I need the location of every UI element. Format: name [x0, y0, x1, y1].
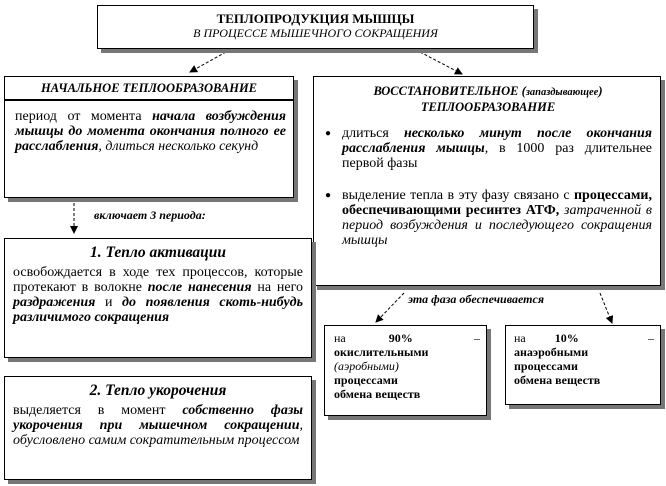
arrow-title-to-recovery	[420, 52, 462, 74]
anaerobic-dash: –	[648, 331, 654, 345]
oxidative-line4: обмена веществ	[334, 387, 421, 401]
anaerobic-line3: обмена веществ	[514, 373, 601, 387]
recovery-heading-paren: запаздывающее	[525, 87, 599, 98]
oxidative-line2: (аэробными)	[334, 359, 399, 373]
initial-heat-box	[4, 100, 294, 198]
main-title-box	[97, 5, 534, 49]
activation-part6: до появления скоть-нибудь различимого сокращения	[13, 295, 303, 325]
activation-part1: освобождается в ходе тех процессов, которые протекают в волокне	[13, 265, 303, 295]
initial-text-emphasis: начала возбуждения мышцы до момента окончания полного ее расслабления	[15, 109, 286, 154]
activation-heat-text	[13, 265, 303, 325]
anaerobic-percent: 10%	[554, 331, 579, 345]
recovery-bullet-duration	[324, 126, 652, 171]
activation-part4: раздражения	[13, 295, 96, 310]
recovery-b1-emphasis: несколько минут после окончания расслабления мышцы	[342, 126, 652, 156]
initial-heat-text	[15, 109, 286, 154]
arrow-recovery-to-oxidative	[376, 293, 404, 322]
oxidative-header-line	[334, 331, 480, 345]
recovery-heat-box	[313, 76, 661, 286]
recovery-heading-part1: ВОССТАНОВИТЕЛЬНОЕ (	[373, 84, 526, 98]
recovery-b1-part1: длиться	[342, 126, 404, 141]
activation-heat-heading: 1. Тепло активации	[90, 244, 226, 261]
anaerobic-line2: процессами	[514, 359, 578, 373]
edge-label-provided: эта фаза обеспечивается	[408, 292, 545, 306]
recovery-b1-part3: , в 1000 раз длительнее первой фазы	[342, 141, 652, 171]
arrow-title-to-initial	[190, 52, 226, 72]
main-title-line2: В ПРОЦЕССЕ МЫШЕЧНОГО СОКРАЩЕНИЯ	[193, 26, 438, 40]
anaerobic-box	[505, 325, 661, 405]
initial-text-part3: , длиться несколько секунд	[98, 139, 259, 154]
initial-text-part1: период от момента	[15, 109, 153, 124]
edge-label-includes: включает 3 периода:	[94, 208, 206, 222]
anaerobic-line1: анаэробными	[514, 345, 589, 359]
recovery-b2-part1: выделение тепла в эту фазу связано с	[342, 188, 574, 203]
arrow-recovery-to-anaerobic	[600, 293, 612, 323]
oxidative-line3: процессами	[334, 373, 398, 387]
shortening-part3: , обусловлено самим сократительным процессом	[13, 418, 303, 448]
anaerobic-pre: на	[514, 331, 529, 345]
activation-part2: после нанесения	[147, 280, 252, 295]
recovery-heading-part2: )	[598, 84, 603, 98]
shortening-heat-box	[4, 376, 312, 480]
oxidative-pre: на	[334, 331, 349, 345]
oxidative-percent: 90%	[388, 331, 413, 345]
recovery-heading-part3: ТЕПЛООБРАЗОВАНИЕ	[420, 100, 556, 114]
activation-part3: на него	[251, 280, 303, 295]
recovery-heat-heading	[324, 84, 652, 114]
oxidative-dash: –	[474, 331, 480, 345]
activation-heat-box	[4, 238, 312, 358]
recovery-b2-emphasis: процессами, обеспечивающими ресинтез АТФ,	[342, 188, 652, 218]
recovery-b2-part3: затраченной в период возбуждения и последующего сокращения мышцы	[342, 203, 652, 248]
shortening-heat-heading: 2. Тепло укорочения	[89, 382, 227, 399]
anaerobic-header-line	[514, 331, 654, 345]
initial-heat-heading-box	[4, 76, 294, 100]
shortening-part2: собственно фазы укорочения при мышечном сокращении	[13, 403, 303, 433]
main-title-line1: ТЕПЛОПРОДУКЦИЯ МЫШЦЫ	[216, 11, 415, 26]
recovery-bullet-atp	[324, 188, 652, 248]
oxidative-line1: окислительными	[334, 345, 429, 359]
activation-part5: и	[95, 295, 123, 310]
shortening-heat-text	[13, 403, 303, 448]
oxidative-box	[324, 325, 487, 416]
initial-heat-heading: НАЧАЛЬНОЕ ТЕПЛООБРАЗОВАНИЕ	[40, 81, 257, 95]
shortening-part1: выделяется в момент	[13, 403, 183, 418]
